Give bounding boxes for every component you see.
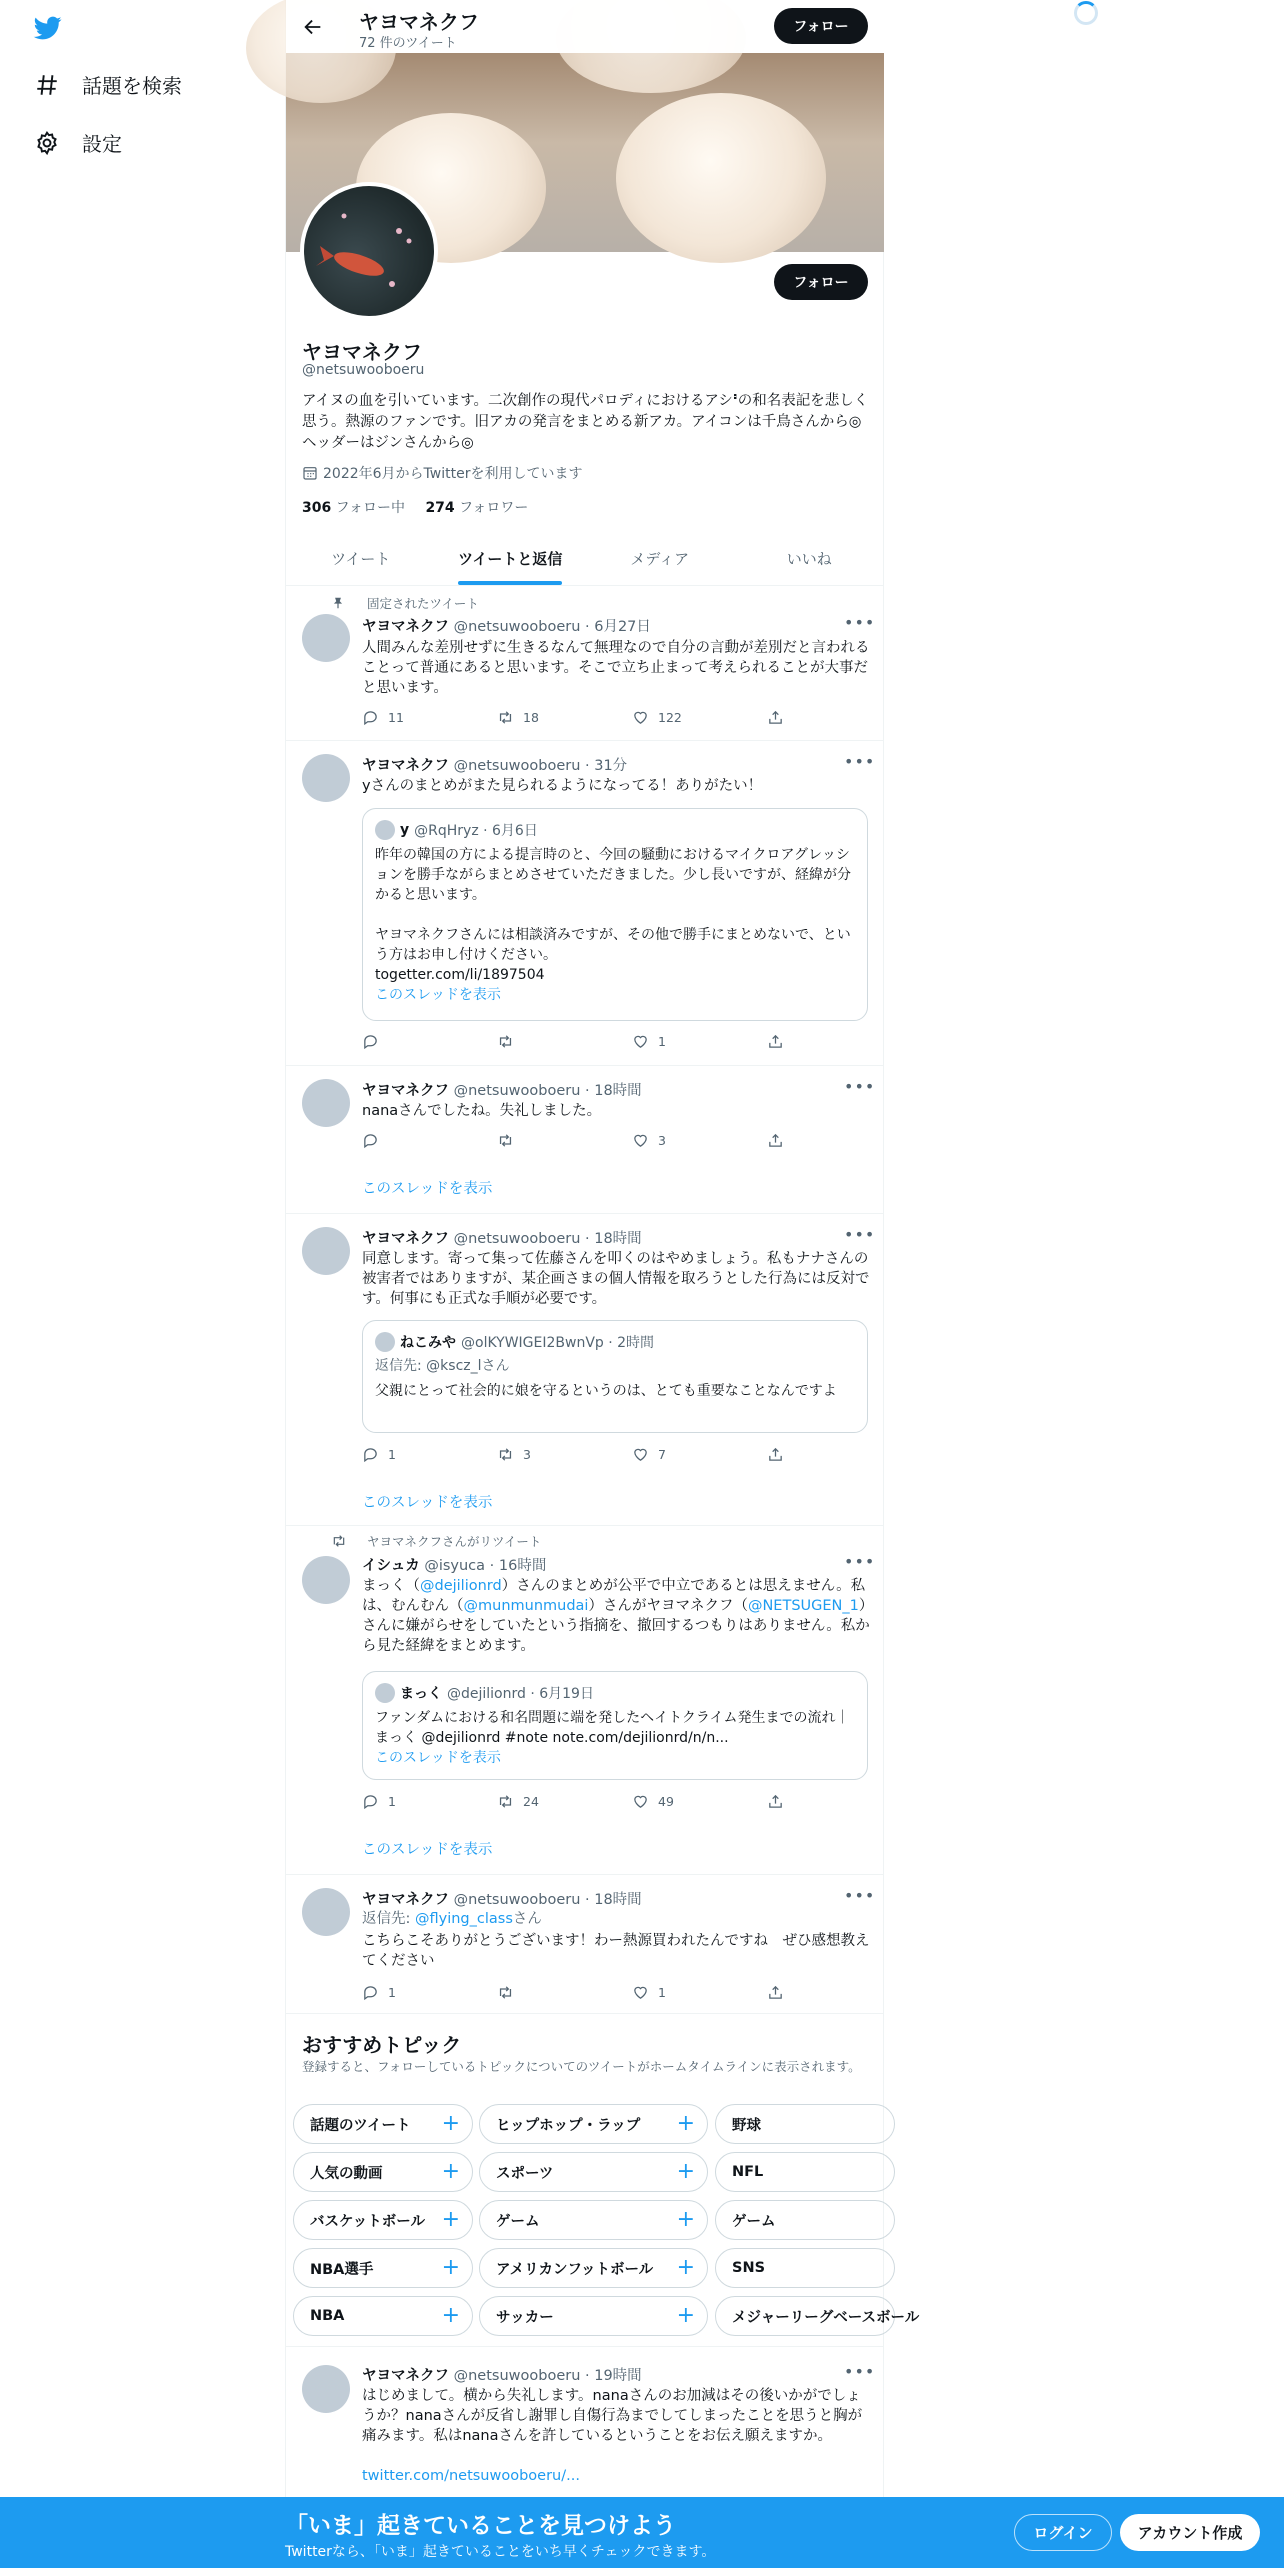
plus-icon: + xyxy=(441,2207,460,2232)
tweet[interactable] xyxy=(286,1214,884,1526)
topic-chip[interactable] xyxy=(479,2104,708,2144)
tweet-actions xyxy=(362,1033,782,1053)
topic-chip-label: 野球 xyxy=(732,2117,761,2134)
reply-icon xyxy=(362,1984,379,2001)
profile-joined xyxy=(302,463,582,483)
share-icon xyxy=(767,1446,784,1463)
quote-author-meta: @dejilionrd · 6月19日 xyxy=(447,1686,594,1702)
reply-to-prefix: 返信先: xyxy=(362,1911,415,1927)
topic-chip[interactable] xyxy=(715,2200,895,2240)
share-icon xyxy=(767,709,784,726)
more-icon[interactable]: ••• xyxy=(844,1077,876,1096)
author-meta[interactable]: @netsuwooboeru · 6月27日 xyxy=(449,619,651,635)
tweet-actions xyxy=(362,1446,782,1466)
author-name[interactable]: ヤヨマネクフ xyxy=(362,1231,449,1247)
tab-likes[interactable]: いいね xyxy=(786,550,832,568)
profile-stats xyxy=(302,497,528,517)
twitter-logo-icon[interactable] xyxy=(32,14,64,42)
share-icon xyxy=(767,1793,784,1810)
share-button[interactable] xyxy=(767,709,784,726)
retweet-button[interactable] xyxy=(497,1446,531,1463)
reply-button[interactable] xyxy=(362,1793,396,1810)
like-count: 1 xyxy=(658,1985,666,2000)
retweet-button[interactable] xyxy=(497,1984,523,2001)
author-meta[interactable]: @isyuca · 16時間 xyxy=(419,1558,547,1574)
topic-chip[interactable] xyxy=(293,2296,473,2336)
profile-header-bar xyxy=(286,0,884,53)
profile-name: ヤヨマネクフ xyxy=(302,340,422,364)
like-count: 49 xyxy=(658,1794,674,1809)
tweet-actions xyxy=(362,1984,782,2004)
retweet-icon xyxy=(497,709,514,726)
mention-link[interactable]: @munmunmudai xyxy=(463,1598,589,1614)
topic-chip-label: ゲーム xyxy=(732,2213,776,2230)
topic-chip-label: NFL xyxy=(732,2164,764,2180)
share-icon xyxy=(767,1984,784,2001)
text-segment: まっく（ xyxy=(362,1578,420,1594)
topic-chip-label: バスケットボール xyxy=(310,2213,425,2230)
quote-text: ファンダムにおける和名問題に端を発したヘイトクライム発生までの流れ｜まっく @dejilionrd #note note.com/dejilionrd/n/n... xyxy=(375,1710,850,1746)
tweet-text: 同意します。寄って集って佐藤さんを叩くのはやめましょう。私もナナさんの被害者ではありますが、某企画さまの個人情報を取ろうとした行為には反対です。何事にも正式な手順が必要です。 xyxy=(362,1251,870,1307)
topic-chip[interactable] xyxy=(715,2296,920,2336)
following-link[interactable] xyxy=(302,500,405,516)
profile-follow-button[interactable]: フォロー xyxy=(774,264,868,300)
following-count: 306 xyxy=(302,500,332,516)
tweet-text: はじめまして。横から失礼します。nanaさんのお加減はその後いかがでしょうか？nanaさんが反省し謝罪し自傷行為までしてしまったことを思うと胸が痛みます。私はnanaさんを許しているということをお伝え願えますか。 xyxy=(362,2388,863,2444)
retweet-icon xyxy=(497,1132,514,1149)
heart-icon xyxy=(632,1446,649,1463)
reply-button[interactable] xyxy=(362,1132,388,1149)
quote-author-name: まっく xyxy=(400,1686,442,1702)
like-button[interactable] xyxy=(632,1446,666,1463)
retweet-icon xyxy=(331,1533,347,1549)
retweet-icon xyxy=(497,1793,514,1810)
tweet-header xyxy=(362,1079,642,1100)
author-meta[interactable]: @netsuwooboeru · 19時間 xyxy=(449,2368,642,2384)
plus-icon: + xyxy=(676,2207,695,2232)
quote-author-name: y xyxy=(400,822,410,838)
sidebar-item-label: 設定 xyxy=(82,132,122,156)
avatar[interactable] xyxy=(302,1227,350,1275)
avatar xyxy=(375,1332,395,1352)
tweet-text: 人間みんな差別せずに生きるなんて無理なので自分の言動が差別だと言われることって普通にあると思います。そこで立ち止まって考えられることが大事だと思います。 xyxy=(362,640,870,696)
topic-chip-label: 人気の動画 xyxy=(310,2165,383,2182)
topic-chip[interactable] xyxy=(479,2200,708,2240)
reply-count: 1 xyxy=(388,1794,396,1809)
reply-icon xyxy=(362,709,379,726)
heart-icon xyxy=(632,1132,649,1149)
like-button[interactable] xyxy=(632,709,682,726)
reply-button[interactable] xyxy=(362,709,404,726)
reply-icon xyxy=(362,1793,379,1810)
tweet-header xyxy=(362,754,627,775)
share-button[interactable] xyxy=(767,1132,784,1149)
pin-icon xyxy=(331,596,345,610)
like-button[interactable] xyxy=(632,1132,666,1149)
topic-chip-label: サッカー xyxy=(496,2309,554,2326)
author-name[interactable]: イシュカ xyxy=(362,1558,420,1574)
more-icon[interactable]: ••• xyxy=(844,2362,876,2381)
heart-icon xyxy=(632,1793,649,1810)
mention-link[interactable]: @flying_class xyxy=(415,1911,513,1927)
avatar xyxy=(375,820,395,840)
retweet-button[interactable] xyxy=(497,1132,523,1149)
reply-count: 1 xyxy=(388,1985,396,2000)
like-button[interactable] xyxy=(632,1033,666,1050)
tweet-header xyxy=(362,1554,546,1575)
like-count: 122 xyxy=(658,710,682,725)
mention-link[interactable]: @NETSUGEN_1 xyxy=(747,1598,859,1614)
retweet-count: 24 xyxy=(523,1794,539,1809)
heart-icon xyxy=(632,709,649,726)
tweet-link[interactable]: twitter.com/netsuwooboeru/... xyxy=(362,2468,580,2484)
share-icon xyxy=(767,1033,784,1050)
like-button[interactable] xyxy=(632,1984,666,2001)
back-arrow-icon[interactable] xyxy=(302,16,324,38)
tweet[interactable] xyxy=(286,1875,884,2014)
quote-show-thread-link[interactable]: このスレッドを表示 xyxy=(375,1750,501,1766)
tweet-header xyxy=(362,615,651,636)
mention-link[interactable]: @dejilionrd xyxy=(420,1578,502,1594)
reply-icon xyxy=(362,1033,379,1050)
text-segment: ）さんがヤヨマネクフ（ xyxy=(588,1598,748,1614)
retweet-icon xyxy=(497,1984,514,2001)
reply-to-suffix: さん xyxy=(512,1911,542,1927)
followers-link[interactable] xyxy=(425,500,528,516)
retweet-icon xyxy=(497,1446,514,1463)
quoted-tweet[interactable] xyxy=(362,808,868,1021)
avatar[interactable] xyxy=(302,1888,350,1936)
like-button[interactable] xyxy=(632,1793,674,1810)
author-meta[interactable]: @netsuwooboeru · 18時間 xyxy=(449,1892,642,1908)
tweet[interactable] xyxy=(286,586,884,741)
tweet-actions xyxy=(362,709,782,729)
profile-handle: @netsuwooboeru xyxy=(302,362,425,378)
reply-count: 11 xyxy=(388,710,404,725)
avatar[interactable] xyxy=(302,754,350,802)
tab-tweets[interactable]: ツイート xyxy=(331,550,391,568)
quote-show-thread-link[interactable]: このスレッドを表示 xyxy=(375,987,501,1003)
share-button[interactable] xyxy=(767,1793,784,1810)
profile-tabs xyxy=(286,533,884,586)
topic-chip-label: NBA選手 xyxy=(310,2261,374,2278)
topic-chip-label: ゲーム xyxy=(496,2213,540,2230)
topic-chip-label: NBA xyxy=(310,2308,345,2324)
tab-tweets-and-replies[interactable]: ツイートと返信 xyxy=(436,533,586,585)
reply-button[interactable] xyxy=(362,1033,388,1050)
retweet-count: 3 xyxy=(523,1447,531,1462)
quote-header xyxy=(375,1332,654,1352)
author-meta[interactable]: @netsuwooboeru · 31分 xyxy=(449,758,628,774)
followers-label: フォロワー xyxy=(454,500,529,516)
topic-chip[interactable] xyxy=(293,2200,473,2240)
pinned-context xyxy=(331,594,479,612)
topic-chip-label: SNS xyxy=(732,2260,766,2276)
share-button[interactable] xyxy=(767,1984,784,2001)
quote-author-meta: @RqHryz · 6月6日 xyxy=(414,823,538,839)
quote-header xyxy=(375,820,538,840)
quote-author-name: ねこみや xyxy=(400,1335,456,1351)
gear-icon xyxy=(34,130,60,156)
heart-icon xyxy=(632,1984,649,2001)
avatar[interactable] xyxy=(302,1556,350,1604)
sidebar-item-explore[interactable] xyxy=(34,70,182,99)
profile-bio: アイヌの血を引いています。二次創作の現代パロディにおけるアシ𝇔の和名表記を悲しく思う。熱源のファンです。旧アカの発言をまとめる新アカ。アイコンは千鳥さんから◎ヘッダーはジンさんから◎ xyxy=(302,393,869,451)
avatar xyxy=(375,1683,395,1703)
tweet-actions xyxy=(362,1793,782,1813)
tweet[interactable] xyxy=(286,741,884,1066)
tweet-text xyxy=(362,1576,872,1656)
topic-chip-label: メジャーリーグベースボール xyxy=(732,2309,920,2326)
topic-chip[interactable] xyxy=(715,2104,895,2144)
like-count: 7 xyxy=(658,1447,666,1462)
sidebar-item-settings[interactable] xyxy=(34,128,122,157)
tweet-header xyxy=(362,2364,642,2385)
topics-description: 登録すると、フォローしているトピックについてのツイートがホームタイムラインに表示されます。 xyxy=(302,2059,861,2074)
avatar[interactable] xyxy=(302,1079,350,1127)
tweet-header xyxy=(362,1888,642,1909)
loading-spinner-icon xyxy=(1074,1,1098,25)
quote-reply-to: 返信先: @kscz_lさん xyxy=(375,1358,510,1374)
header-follow-button[interactable]: フォロー xyxy=(774,8,868,44)
tweet[interactable] xyxy=(286,1526,884,1875)
quote-text: 父親にとって社会的に娘を守るというのは、とても重要なことなんですよ xyxy=(375,1383,837,1399)
plus-icon: + xyxy=(676,2303,695,2328)
header-tweet-count: 72 件のツイート xyxy=(359,36,457,51)
calendar-icon xyxy=(302,465,318,481)
author-meta[interactable]: @netsuwooboeru · 18時間 xyxy=(449,1231,642,1247)
quote-author-meta: @olKYWIGEI2BwnVp · 2時間 xyxy=(461,1335,655,1351)
author-name[interactable]: ヤヨマネクフ xyxy=(362,758,449,774)
quote-link[interactable]: togetter.com/li/1897504 xyxy=(375,967,545,983)
tweet-header xyxy=(362,1227,642,1248)
like-count: 3 xyxy=(658,1133,666,1148)
show-thread-link[interactable]: このスレッドを表示 xyxy=(362,1181,493,1197)
topic-chip[interactable] xyxy=(715,2152,895,2192)
followers-count: 274 xyxy=(425,500,455,516)
tweet[interactable] xyxy=(286,1066,884,1214)
author-name[interactable]: ヤヨマネクフ xyxy=(362,1892,449,1908)
retweet-context xyxy=(331,1532,541,1550)
topic-chip-label: スポーツ xyxy=(496,2165,554,2182)
share-icon xyxy=(767,1132,784,1149)
reply-count: 1 xyxy=(388,1447,396,1462)
plus-icon: + xyxy=(441,2255,460,2280)
sidebar-item-label: 話題を検索 xyxy=(82,74,182,98)
tweet[interactable] xyxy=(286,2347,884,2497)
text-segment: ）さんのまとめが公平で中立であるとは思えません。私は、むんむん（ xyxy=(362,1578,866,1614)
following-label: フォロー中 xyxy=(331,500,405,516)
topic-chip-label: 話題のツイート xyxy=(310,2117,411,2134)
retweet-context-label: ヤヨマネクフさんがリツイート xyxy=(367,1534,542,1549)
koi-fish-icon xyxy=(304,186,434,316)
plus-icon: + xyxy=(676,2159,695,2184)
author-name[interactable]: ヤヨマネクフ xyxy=(362,2368,449,2384)
profile-joined-text: 2022年6月からTwitterを利用しています xyxy=(323,466,583,482)
pinned-label: 固定されたツイート xyxy=(367,596,479,611)
topic-chip-label: ヒップホップ・ラップ xyxy=(496,2117,641,2134)
author-meta[interactable]: @netsuwooboeru · 18時間 xyxy=(449,1083,642,1099)
reply-to-line xyxy=(362,1909,872,1929)
signup-button[interactable]: アカウント作成 xyxy=(1120,2514,1260,2551)
recommended-topics xyxy=(286,2014,920,2347)
retweet-icon xyxy=(497,1033,514,1050)
more-icon[interactable]: ••• xyxy=(844,1225,876,1244)
tweet-text: yさんのまとめがまた見られるようになってる！ありがたい！ xyxy=(362,778,763,794)
author-name[interactable]: ヤヨマネクフ xyxy=(362,1083,449,1099)
profile-avatar[interactable] xyxy=(300,182,438,320)
show-thread-link[interactable]: このスレッドを表示 xyxy=(362,1842,493,1858)
topics-title: おすすめトピック xyxy=(302,2033,462,2057)
retweet-button[interactable] xyxy=(497,1793,539,1810)
heart-icon xyxy=(632,1033,649,1050)
plus-icon: + xyxy=(441,2303,460,2328)
plus-icon: + xyxy=(676,2255,695,2280)
tweet-actions xyxy=(362,1132,782,1152)
share-button[interactable] xyxy=(767,1033,784,1050)
more-icon[interactable]: ••• xyxy=(844,613,876,632)
reply-button[interactable] xyxy=(362,1446,396,1463)
retweet-button[interactable] xyxy=(497,1033,523,1050)
like-count: 1 xyxy=(658,1034,666,1049)
topic-chip[interactable] xyxy=(293,2104,473,2144)
retweet-count: 18 xyxy=(523,710,539,725)
quoted-tweet[interactable] xyxy=(362,1671,868,1780)
hashtag-icon xyxy=(34,72,60,98)
reply-icon xyxy=(362,1132,379,1149)
more-icon[interactable]: ••• xyxy=(844,752,876,771)
reply-icon xyxy=(362,1446,379,1463)
topic-chip[interactable] xyxy=(293,2152,473,2192)
tweet-text: こちらこそありがとうございます！わー熱源買われたんですね ぜひ感想教えてください xyxy=(362,1933,870,1969)
share-button[interactable] xyxy=(767,1446,784,1463)
topic-chip[interactable] xyxy=(715,2248,895,2288)
quote-text: ヤヨマネクフさんには相談済みですが、その他で勝手にまとめないで、という方はお申し付けください。 xyxy=(375,927,851,963)
more-icon[interactable]: ••• xyxy=(844,1886,876,1905)
header-profile-name: ヤヨマネクフ xyxy=(359,10,479,34)
topic-chip[interactable] xyxy=(293,2248,473,2288)
signup-banner-title: 「いま」起きていることを見つけよう xyxy=(285,2513,676,2539)
tweet-text: nanaさんでしたね。失礼しました。 xyxy=(362,1103,602,1119)
tab-media[interactable]: メディア xyxy=(630,550,690,568)
topic-chip[interactable] xyxy=(479,2152,708,2192)
retweet-button[interactable] xyxy=(497,709,539,726)
plus-icon: + xyxy=(441,2159,460,2184)
more-icon[interactable]: ••• xyxy=(844,1552,876,1571)
topic-chip[interactable] xyxy=(479,2248,708,2288)
plus-icon: + xyxy=(676,2111,695,2136)
topic-chip-label: アメリカンフットボール xyxy=(496,2261,654,2278)
author-name[interactable]: ヤヨマネクフ xyxy=(362,619,449,635)
text-segment: ）さんに嫌がらせをしていたという指摘を、撤回するつもりはありません。私から見た経緯をまとめます。 xyxy=(362,1598,870,1654)
avatar[interactable] xyxy=(302,614,350,662)
quoted-tweet[interactable] xyxy=(362,1320,868,1433)
main-column xyxy=(285,0,920,2568)
login-button[interactable]: ログイン xyxy=(1014,2514,1112,2551)
avatar[interactable] xyxy=(302,2365,350,2413)
reply-button[interactable] xyxy=(362,1984,396,2001)
signup-banner xyxy=(0,2497,1284,2568)
topic-chip[interactable] xyxy=(479,2296,708,2336)
signup-banner-subtitle: Twitterなら、「いま」起きていることをいち早くチェックできます。 xyxy=(285,2544,716,2560)
quote-header xyxy=(375,1683,594,1703)
plus-icon: + xyxy=(441,2111,460,2136)
show-thread-link[interactable]: このスレッドを表示 xyxy=(362,1495,493,1511)
quote-text: 昨年の韓国の方による提言時のと、今回の騒動におけるマイクロアグレッションを勝手ながらまとめさせていただきました。少し長いですが、経緯が分かると思います。 xyxy=(375,847,851,903)
